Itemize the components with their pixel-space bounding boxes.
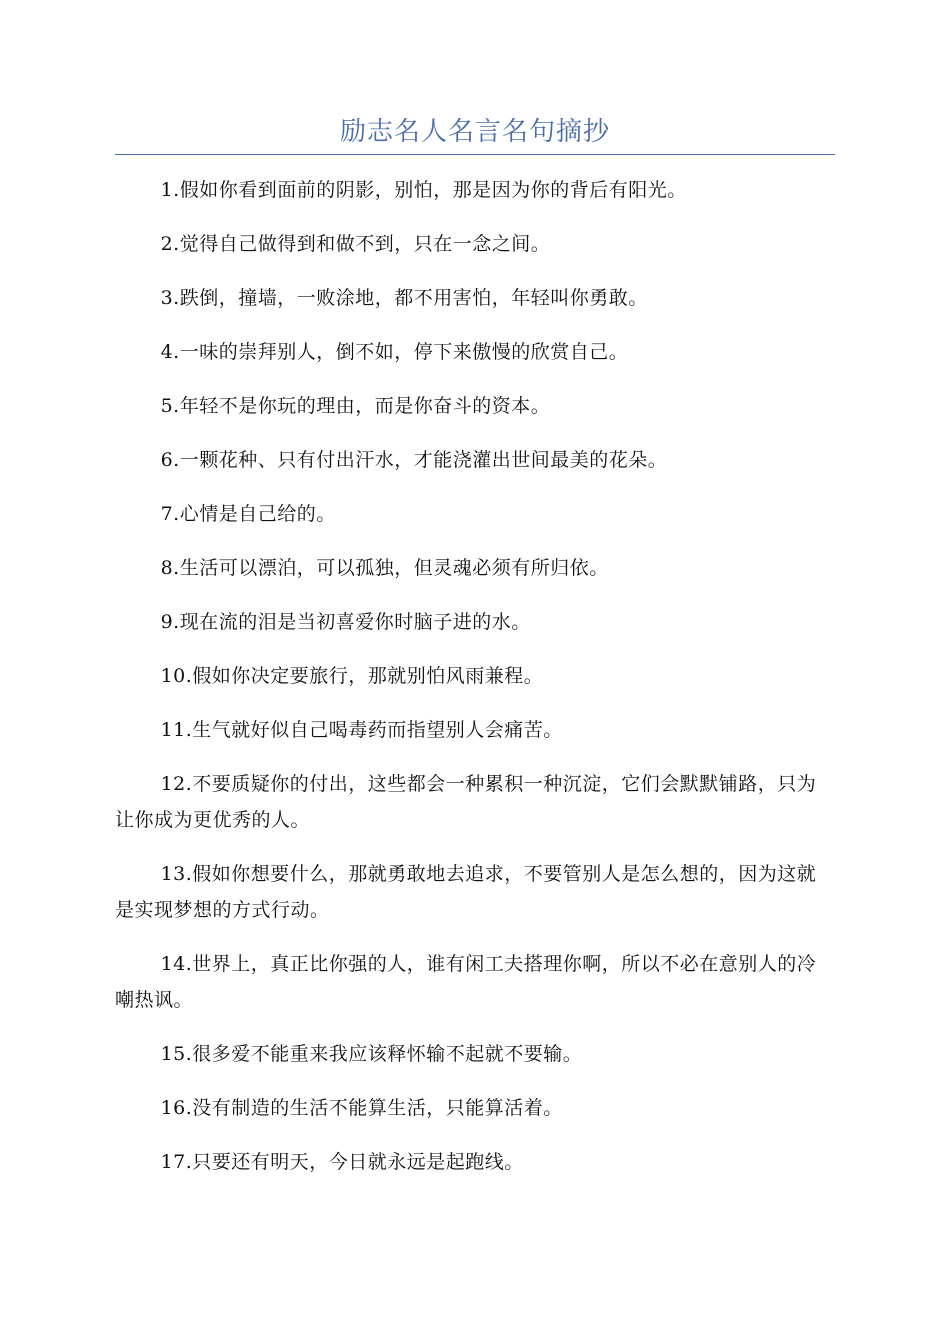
quote-item: 7.心情是自己给的。 bbox=[160, 503, 336, 525]
quote-item: 3.跌倒，撞墙，一败涂地，都不用害怕，年轻叫你勇敢。 bbox=[160, 287, 648, 309]
quote-item: 6.一颗花种、只有付出汗水，才能浇灌出世间最美的花朵。 bbox=[160, 449, 668, 471]
quote-item: 15.很多爱不能重来我应该释怀输不起就不要输。 bbox=[160, 1043, 583, 1065]
quote-item: 10.假如你决定要旅行，那就别怕风雨兼程。 bbox=[160, 665, 544, 687]
quote-item: 5.年轻不是你玩的理由，而是你奋斗的资本。 bbox=[160, 395, 551, 417]
quote-item: 12.不要质疑你的付出，这些都会一种累积一种沉淀，它们会默默铺路，只为让你成为更优秀的人。 bbox=[115, 773, 817, 831]
quote-item: 9.现在流的泪是当初喜爱你时脑子进的水。 bbox=[160, 611, 531, 633]
quote-item: 2.觉得自己做得到和做不到，只在一念之间。 bbox=[160, 233, 551, 255]
quote-item: 14.世界上，真正比你强的人，谁有闲工夫搭理你啊，所以不必在意别人的冷嘲热讽。 bbox=[115, 953, 817, 1011]
quote-item: 8.生活可以漂泊，可以孤独，但灵魂必须有所归依。 bbox=[160, 557, 609, 579]
quote-item: 16.没有制造的生活不能算生活，只能算活着。 bbox=[160, 1097, 563, 1119]
page-title: 励志名人名言名句摘抄 bbox=[339, 117, 610, 147]
quote-item: 13.假如你想要什么，那就勇敢地去追求，不要管别人是怎么想的，因为这就是实现梦想的方式行动。 bbox=[115, 863, 817, 921]
quote-item: 1.假如你看到面前的阴影，别怕，那是因为你的背后有阳光。 bbox=[160, 179, 687, 201]
quote-item: 17.只要还有明天，今日就永远是起跑线。 bbox=[160, 1151, 524, 1173]
quote-item: 11.生气就好似自己喝毒药而指望别人会痛苦。 bbox=[160, 719, 563, 741]
title-underline bbox=[115, 154, 835, 155]
quote-list bbox=[115, 172, 833, 1198]
quote-item: 4.一味的崇拜别人，倒不如，停下来傲慢的欣赏自己。 bbox=[160, 341, 629, 363]
